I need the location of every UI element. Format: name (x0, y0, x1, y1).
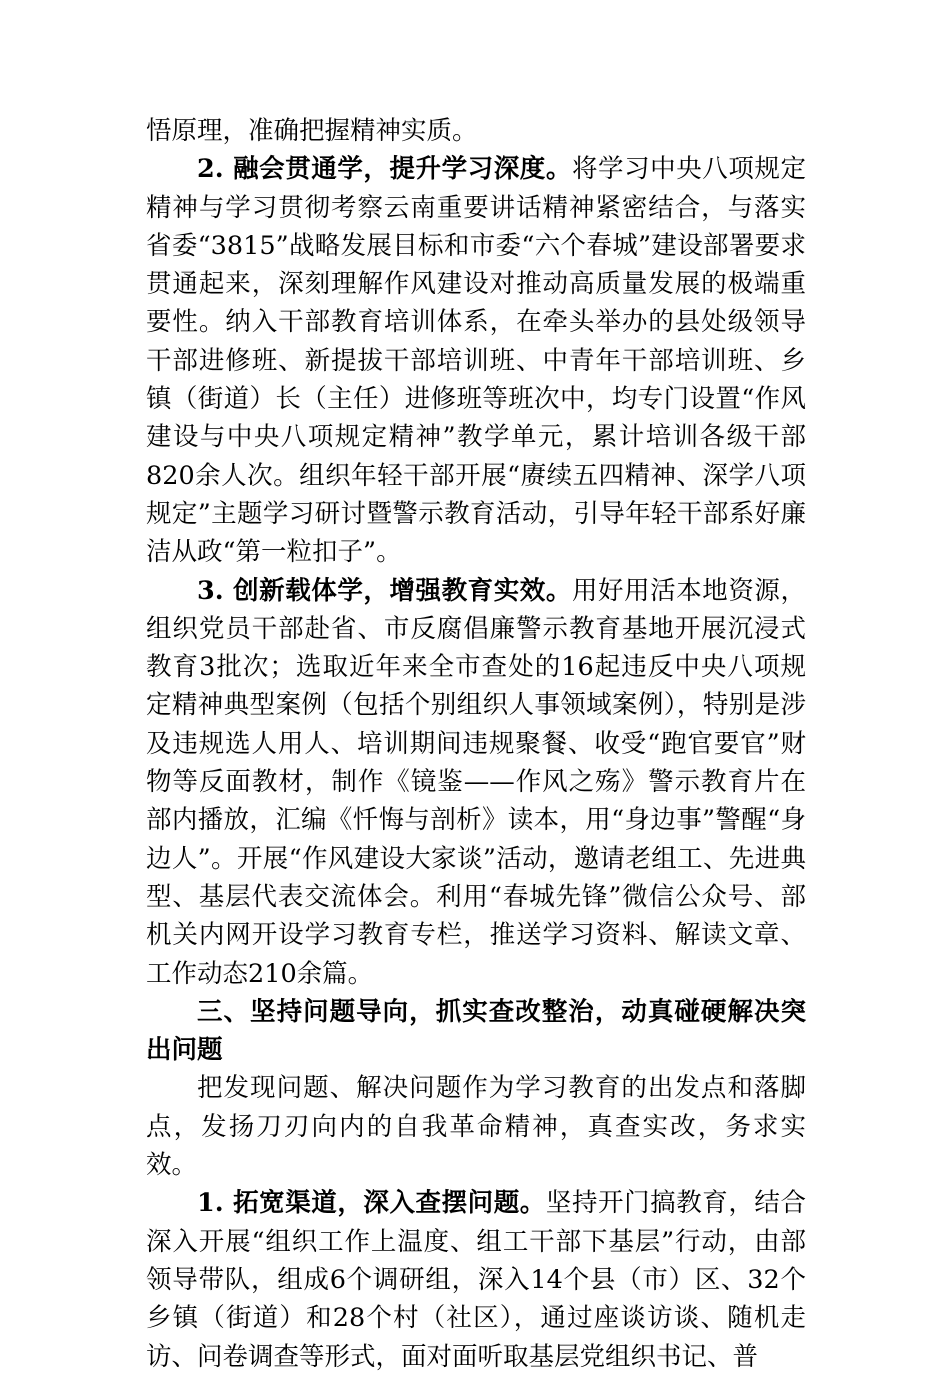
paragraph-text: 悟原理，准确把握精神实质。 (146, 116, 478, 146)
paragraph-lead: 1. 拓宽渠道，深入查摆问题。 (197, 1188, 546, 1219)
paragraph-section3-item-1 (146, 1184, 806, 1375)
paragraph-continuation (146, 112, 806, 150)
section-heading-text: 三、坚持问题导向，抓实查改整治，动真碰硬解决突出问题 (146, 996, 806, 1066)
paragraph-item-2 (146, 150, 806, 571)
paragraph-item-3 (146, 572, 806, 993)
section-heading (146, 993, 806, 1070)
document-body (146, 112, 806, 1376)
section-intro-text: 把发现问题、解决问题作为学习教育的出发点和落脚点，发扬刀刃向内的自我革命精神，真查实改，务求实效。 (146, 1073, 806, 1181)
paragraph-text: 将学习中央八项规定精神与学习贯彻考察云南重要讲话精神紧密结合，与落实省委“3815”战略发展目标和市委“六个春城”建设部署要求贯通起来，深刻理解作风建设对推动高质量发展的极端重要性。纳入干部教育培训体系，在牵头举办的县处级领导干部进修班、新提拔干部培训班、中青年干部培训班、乡镇（街道）长（主任）进修班等班次中，均专门设置“作风建设与中央八项规定精神”教学单元，累计培训各级干部820余人次。组织年轻干部开展“赓续五四精神、深学八项规定”主题学习研讨暨警示教育活动，引导年轻干部系好廉洁从政“第一粒扣子”。 (146, 154, 806, 568)
paragraph-text: 坚持开门搞教育，结合深入开展“组织工作上温度、组工干部下基层”行动，由部领导带队，组成6个调研组，深入14个县（市）区、32个乡镇（街道）和28个村（社区），通过座谈访谈、随机走访、问卷调查等形式，面对面听取基层党组织书记、普 (146, 1188, 806, 1372)
section-intro (146, 1069, 806, 1184)
paragraph-lead: 3. 创新载体学，增强教育实效。 (197, 575, 572, 606)
paragraph-text: 用好用活本地资源，组织党员干部赴省、市反腐倡廉警示教育基地开展沉浸式教育3批次；选取近年来全市查处的16起违反中央八项规定精神典型案例（包括个别组织人事领域案例），特别是涉及违规选人用人、培训期间违规聚餐、收受“跑官要官”财物等反面教材，制作《镜鉴——作风之殇》警示教育片在部内播放，汇编《忏悔与剖析》读本，用“身边事”警醒“身边人”。开展“作风建设大家谈”活动，邀请老组工、先进典型、基层代表交流体会。利用“春城先锋”微信公众号、部机关内网开设学习教育专栏，推送学习资料、解读文章、工作动态210余篇。 (146, 575, 806, 989)
paragraph-lead: 2. 融会贯通学，提升学习深度。 (197, 154, 572, 185)
